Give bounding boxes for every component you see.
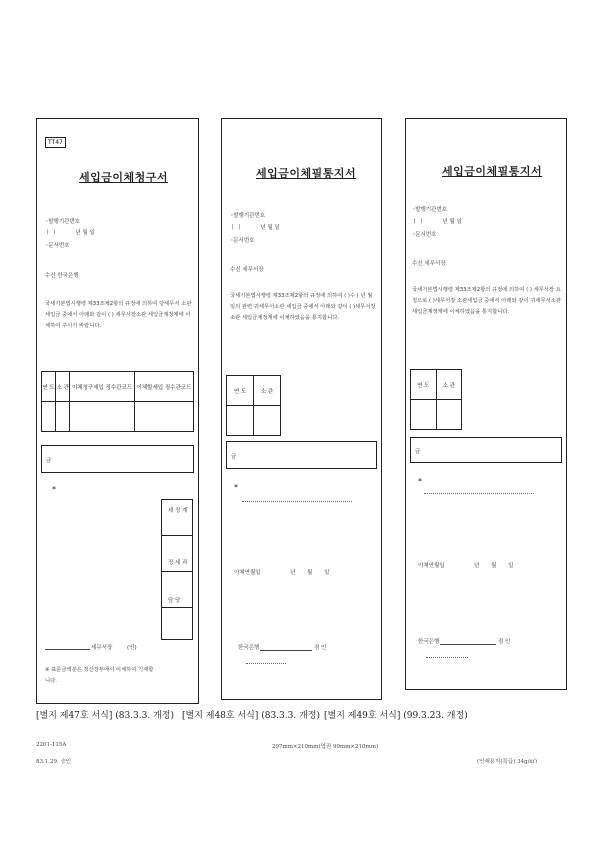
form3-cell [436,400,462,430]
form1-title: 세입금이체청구서 [79,171,169,184]
form1-doc-no: ◦문서번호 [45,243,70,249]
form1-sign-label: 징 세 과 [168,560,188,566]
form1-amount-box [41,445,194,473]
form2-amount-label: 금 [231,454,237,460]
form1-recipient: 수신 한국은행 [45,273,79,279]
footer-approval: 83.1.29. 승인 [36,759,72,765]
form2-code-table [226,375,281,436]
caption-form-47: [별지 제47호 서식] (83.3.3. 개정) [36,711,174,721]
form3-amount-label: 금 [415,449,421,455]
form2-doc-no: ◦문서번호 [230,238,255,244]
form1-sign-label: 세 정 계 [168,508,188,514]
form1-amount-label: 금 [46,458,52,464]
form2-date-row: ㅣ ㅣ 년 월 일 [230,225,280,231]
form3-bank-line [440,644,496,645]
form1-seal: (인) [127,645,137,651]
form3-seal: 점 인 [498,639,511,645]
form3-transfer-date-label: 이체연월일 [418,563,445,569]
form-panel-1 [36,118,199,704]
caption-form-48: [별지 제48호 서식] (83.3.3. 개정) [182,711,320,721]
form-panel-2 [221,118,382,700]
form1-cell [70,402,135,432]
form3-dotted-line [424,493,534,494]
form2-cell [254,406,281,436]
form3-issue-no: ◦발행기관번호 [412,207,448,213]
form1-tax-office: 세무서장 [91,645,113,651]
form1-cell [42,402,56,432]
form1-col-year: 연 도 [42,372,56,402]
form1-star: * [52,485,56,494]
form2-seal: 점 인 [314,645,327,651]
form1-sign-box-4 [161,607,193,640]
form1-body: 국세기본법시행령 제33조제2항의 규정에 의하여 당세무서 소관 세입금 중에서 아래와 같이 ( ) 세무서장소관 세입금계정계에 이체하여 주시기 바랍니다. [45,301,192,329]
form1-note: ※ 표준금액분은 정산장부에서 이체하여 기재합니다. [45,667,154,684]
form3-body: 국세기본법시행령 제33조제2항의 규정에 의하여 ( ) 세무서장 요청으로 ( )세무서장 소관세입금 중에서 아래와 같이 귀세무서소관 세입금계정계에 이체하였음을 통지합니다. [412,287,561,315]
form3-col-year: 연 도 [411,370,437,400]
form2-amount-box [226,441,377,469]
form3-cell [411,400,437,430]
form2-bank-dotted [246,663,286,664]
form1-col-dept: 소 관 [56,372,70,402]
form2-transfer-date-label: 이체연월일 [234,570,261,576]
form3-star: * [418,477,422,486]
form-code-box: TT47 [45,137,66,148]
form2-issue-no: ◦발행기관번호 [230,213,266,219]
form2-col-dept: 소 관 [254,376,281,406]
form3-amount-box [410,437,562,463]
form1-sign-box-1 [161,499,193,535]
form2-dotted-line [242,501,352,502]
form1-cell [134,402,193,432]
form3-bank-dotted [426,657,468,658]
form2-star: * [234,483,238,492]
form1-code-table [41,371,194,432]
form3-date-row: ㅣ ㅣ 년 월 일 [412,219,462,225]
form3-col-dept: 소 관 [436,370,462,400]
form2-bank: 한국은행 [238,645,260,651]
form3-recipient: 수신 세무서장 [412,261,446,267]
footer-size: 297mm×210mm(엽권 99mm×210mm) [272,744,379,750]
form1-issue-no: ◦발행기관번호 [45,219,81,225]
form1-sign-box-3 [161,571,193,607]
form2-body: 국세기본법시행령 제33조제2항의 규정에 의하여 ( )수 ( 년 월 일의 관련 귀세무서소관 세입금 중에서 아래와 같이 ( )세무서장소관 세입금계정계에 이체하였음을 통지합니다. [230,293,376,321]
form2-transfer-date: 년 월 일 [290,570,330,576]
form-panel-3 [405,118,567,690]
form2-recipient: 수신 세무서장 [230,267,264,273]
form1-sign-label: 담 당 [168,598,181,604]
form3-title: 세입금이체필통지서 [442,165,543,178]
footer-paper: (인쇄용지(특급) 34g/㎡) [477,759,538,765]
form1-cell [56,402,70,432]
form1-date-row: ㅣ ㅣ 년 월 일 [45,230,95,236]
form2-col-year: 연 도 [227,376,254,406]
form3-transfer-date: 년 월 일 [474,563,514,569]
form1-col-transfer-to: 이체청구세입 징수관코드 [70,372,135,402]
form2-bank-line [260,650,312,651]
form1-col-transfer-from: 이체할세입 징수관코드 [134,372,193,402]
caption-form-49: [별지 제49호 서식] (99.3.23. 개정) [324,711,468,721]
form2-title: 세입금이체필통지서 [256,167,357,180]
form3-doc-no: ◦문서번호 [412,232,437,238]
form2-cell [227,406,254,436]
form1-sign-box-2 [161,535,193,571]
form3-bank: 한국은행 [418,639,440,645]
footer-form-number: 2201-115A [36,742,67,748]
form3-code-table [410,369,462,430]
form1-office-line [45,649,90,650]
